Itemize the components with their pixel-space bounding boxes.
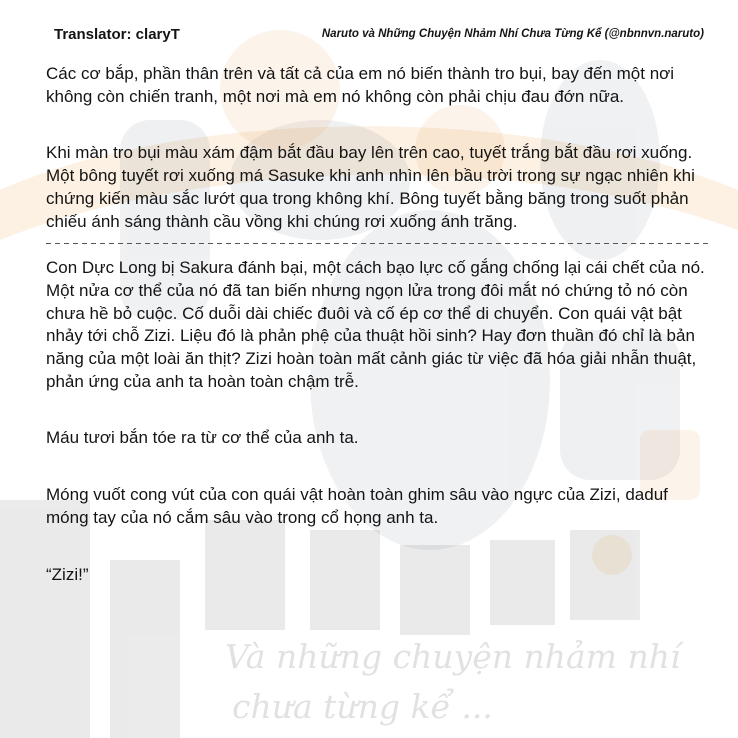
source-credit: Naruto và Những Chuyện Nhảm Nhí Chưa Từng Kể (@nbnnvn.naruto) xyxy=(321,28,704,40)
paragraph-4: Máu tươi bắn tóe ra từ cơ thể của anh ta. xyxy=(46,428,359,448)
watermark-line1: Và những chuyện nhảm nhí xyxy=(225,637,681,676)
paragraph-spacer xyxy=(46,450,712,484)
paragraph-3: Con Dực Long bị Sakura đánh bại, một cách bạo lực cố gắng chống lại cái chết của nó. Một nửa cơ thể của nó đã tan biến nhưng ngọn lửa trong đôi mắt nó chứng tỏ nó còn chưa hề bỏ cuộc. Cố duỗi dài chiếc đuôi và cố ép cơ thể di chuyển. Con quái vật bật nhảy tới chỗ Zizi. Liệu đó là phản phệ của thuật hồi sinh? Hay đơn thuần đó chỉ là bản năng của một loài ăn thịt? Zizi hoàn toàn mất cảnh giác từ việc đã hóa giải nhẫn thuật, phản ứng của anh ta hoàn toàn chậm trễ. xyxy=(46,258,705,391)
paragraph-spacer xyxy=(46,530,712,564)
story-body xyxy=(46,63,712,586)
paragraph-6: “Zizi!” xyxy=(46,564,89,584)
page-header xyxy=(54,26,704,46)
watermark-script-text xyxy=(225,637,685,726)
dashed-divider xyxy=(46,237,712,251)
paragraph-5: Móng vuốt cong vút của con quái vật hoàn toàn ghim sâu vào ngực của Zizi, daduf móng tay của nó cắm sâu vào trong cổ họng anh ta. xyxy=(46,485,668,527)
translator-credit: Translator: claryT xyxy=(54,26,180,43)
paragraph-spacer xyxy=(46,108,712,142)
paragraph-spacer xyxy=(46,393,712,427)
paragraph-1: Các cơ bắp, phần thân trên và tất cả của em nó biến thành tro bụi, bay đến một nơi không còn chiến tranh, một nơi mà em nó không còn phải chịu đau đớn nữa. xyxy=(46,64,675,106)
watermark-line2: chưa từng kể ... xyxy=(232,687,493,726)
paragraph-2: Khi màn tro bụi màu xám đậm bắt đầu bay lên trên cao, tuyết trắng bắt đầu rơi xuống. Một bông tuyết rơi xuống má Sasuke khi anh nhìn lên bầu trời trong sự ngạc nhiên khi chứng kiến màu sắc lướt qua trong không khí. Bông tuyết bằng băng trong suốt phản chiếu ánh sáng thành cầu vồng khi chúng rơi xuống ánh trăng. xyxy=(46,143,695,231)
